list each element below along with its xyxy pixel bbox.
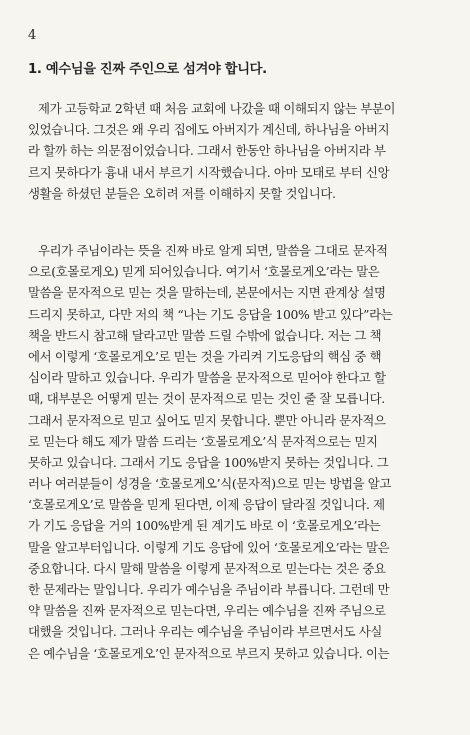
paragraph-line: 책을 반드시 참고해 달라고만 말씀 드릴 수밖에 없습니다. 저는 그 책 <box>28 327 382 343</box>
paragraph-line: 가 기도 응답을 거의 100%받게 된 계기도 바로 이 ‘호몰로게오’라는 <box>28 518 381 534</box>
paragraph-line: 약 말씀을 진짜 문자적으로 믿는다면, 우리는 예수님을 진짜 주님으로 <box>28 603 386 619</box>
paragraph-line: 은 예수님을 ‘호몰로게오’인 문자적으로 부르지 못하고 있습니다. 이는 <box>28 645 390 661</box>
paragraph-line: 제가 고등학교 2학년 때 처음 교회에 나갔을 때 이해되지 않는 부분이 <box>38 101 396 116</box>
paragraph-line: 때, 대부분은 어떻게 믿는 것이 문자적으로 믿는 것인 줄 잘 모릅니다. <box>28 391 385 407</box>
paragraph-2 <box>28 240 448 664</box>
paragraph-line: 못하고 있습니다. 그래서 기도 응답을 100%받지 못하는 것입니다. 그 <box>28 454 389 470</box>
paragraph-line: 르지 못하다가 흉내 내서 부르기 시작했습니다. 아마 모태로 부터 신앙 <box>28 164 390 180</box>
paragraph-line: 에서 이렇게 ‘호몰로게오’로 믿는 것을 가리켜 기도응답의 핵심 중 핵 <box>28 348 382 364</box>
paragraph-line: 드리지 못하고, 다만 저의 책 “나는 기도 응답을 100% 받고 있다”라는 <box>28 306 393 322</box>
page-number: 4 <box>28 28 37 43</box>
paragraph-line: 우리가 주님이라는 뜻을 진짜 바로 알게 되면, 말씀을 그대로 문자적 <box>38 243 388 258</box>
paragraph-line: 그래서 문자적으로 믿고 싶어도 믿지 못합니다. 뿐만 아니라 문자적으 <box>28 412 386 428</box>
paragraph-line: 생활을 하셨던 분들은 오히려 저를 이해하지 못할 것입니다. <box>28 185 336 201</box>
paragraph-line: 대했을 것입니다. 그러나 우리는 예수님을 주님이라 부르면서도 사실 <box>28 624 383 640</box>
paragraph-line: 심이라 말하고 있습니다. 우리가 말씀을 문자적으로 믿어야 한다고 할 <box>28 370 386 386</box>
section-heading: 1. 예수님을 진짜 주인으로 섬겨야 합니다. <box>28 62 267 77</box>
paragraph-line: 말을 알고부터입니다. 이렇게 기도 응답에 있어 ‘호몰로게오’라는 말은 <box>28 539 390 555</box>
paragraph-line: 중요합니다. 다시 말해 말씀을 이렇게 문자적으로 믿는다는 것은 중요 <box>28 560 386 576</box>
paragraph-line: 말씀을 문자적으로 믿는 것을 말하는데, 본문에서는 지면 관계상 설명 <box>28 285 386 301</box>
paragraph-1 <box>28 98 448 204</box>
paragraph-line: 러나 여러분들이 성경을 ‘호몰로게오’식(문자적)으로 믿는 방법을 알고 <box>28 476 392 492</box>
paragraph-line: 로 믿는다 해도 제가 말씀 드리는 ‘호몰로게오’식 문자적으로는 믿지 <box>28 433 378 449</box>
paragraph-line: ‘호몰로게오’로 말씀을 믿게 된다면, 이제 응답이 달라질 것입니다. 제 <box>28 497 385 513</box>
paragraph-line: 한 문제라는 말입니다. 우리가 예수님을 주님이라 부릅니다. 그런데 만 <box>28 582 390 597</box>
paragraph-line: 라 할까 하는 의문점이었습니다. 그래서 한동안 하나님을 아버지라 부 <box>28 143 386 159</box>
paragraph-line: 있었습니다. 그것은 왜 우리 집에도 아버지가 계신데, 하나님을 아버지 <box>28 122 390 138</box>
paragraph-line: 으로(호몰로게오) 믿게 되어있습니다. 여기서 ‘호몰로게오’라는 말은 <box>28 264 380 280</box>
